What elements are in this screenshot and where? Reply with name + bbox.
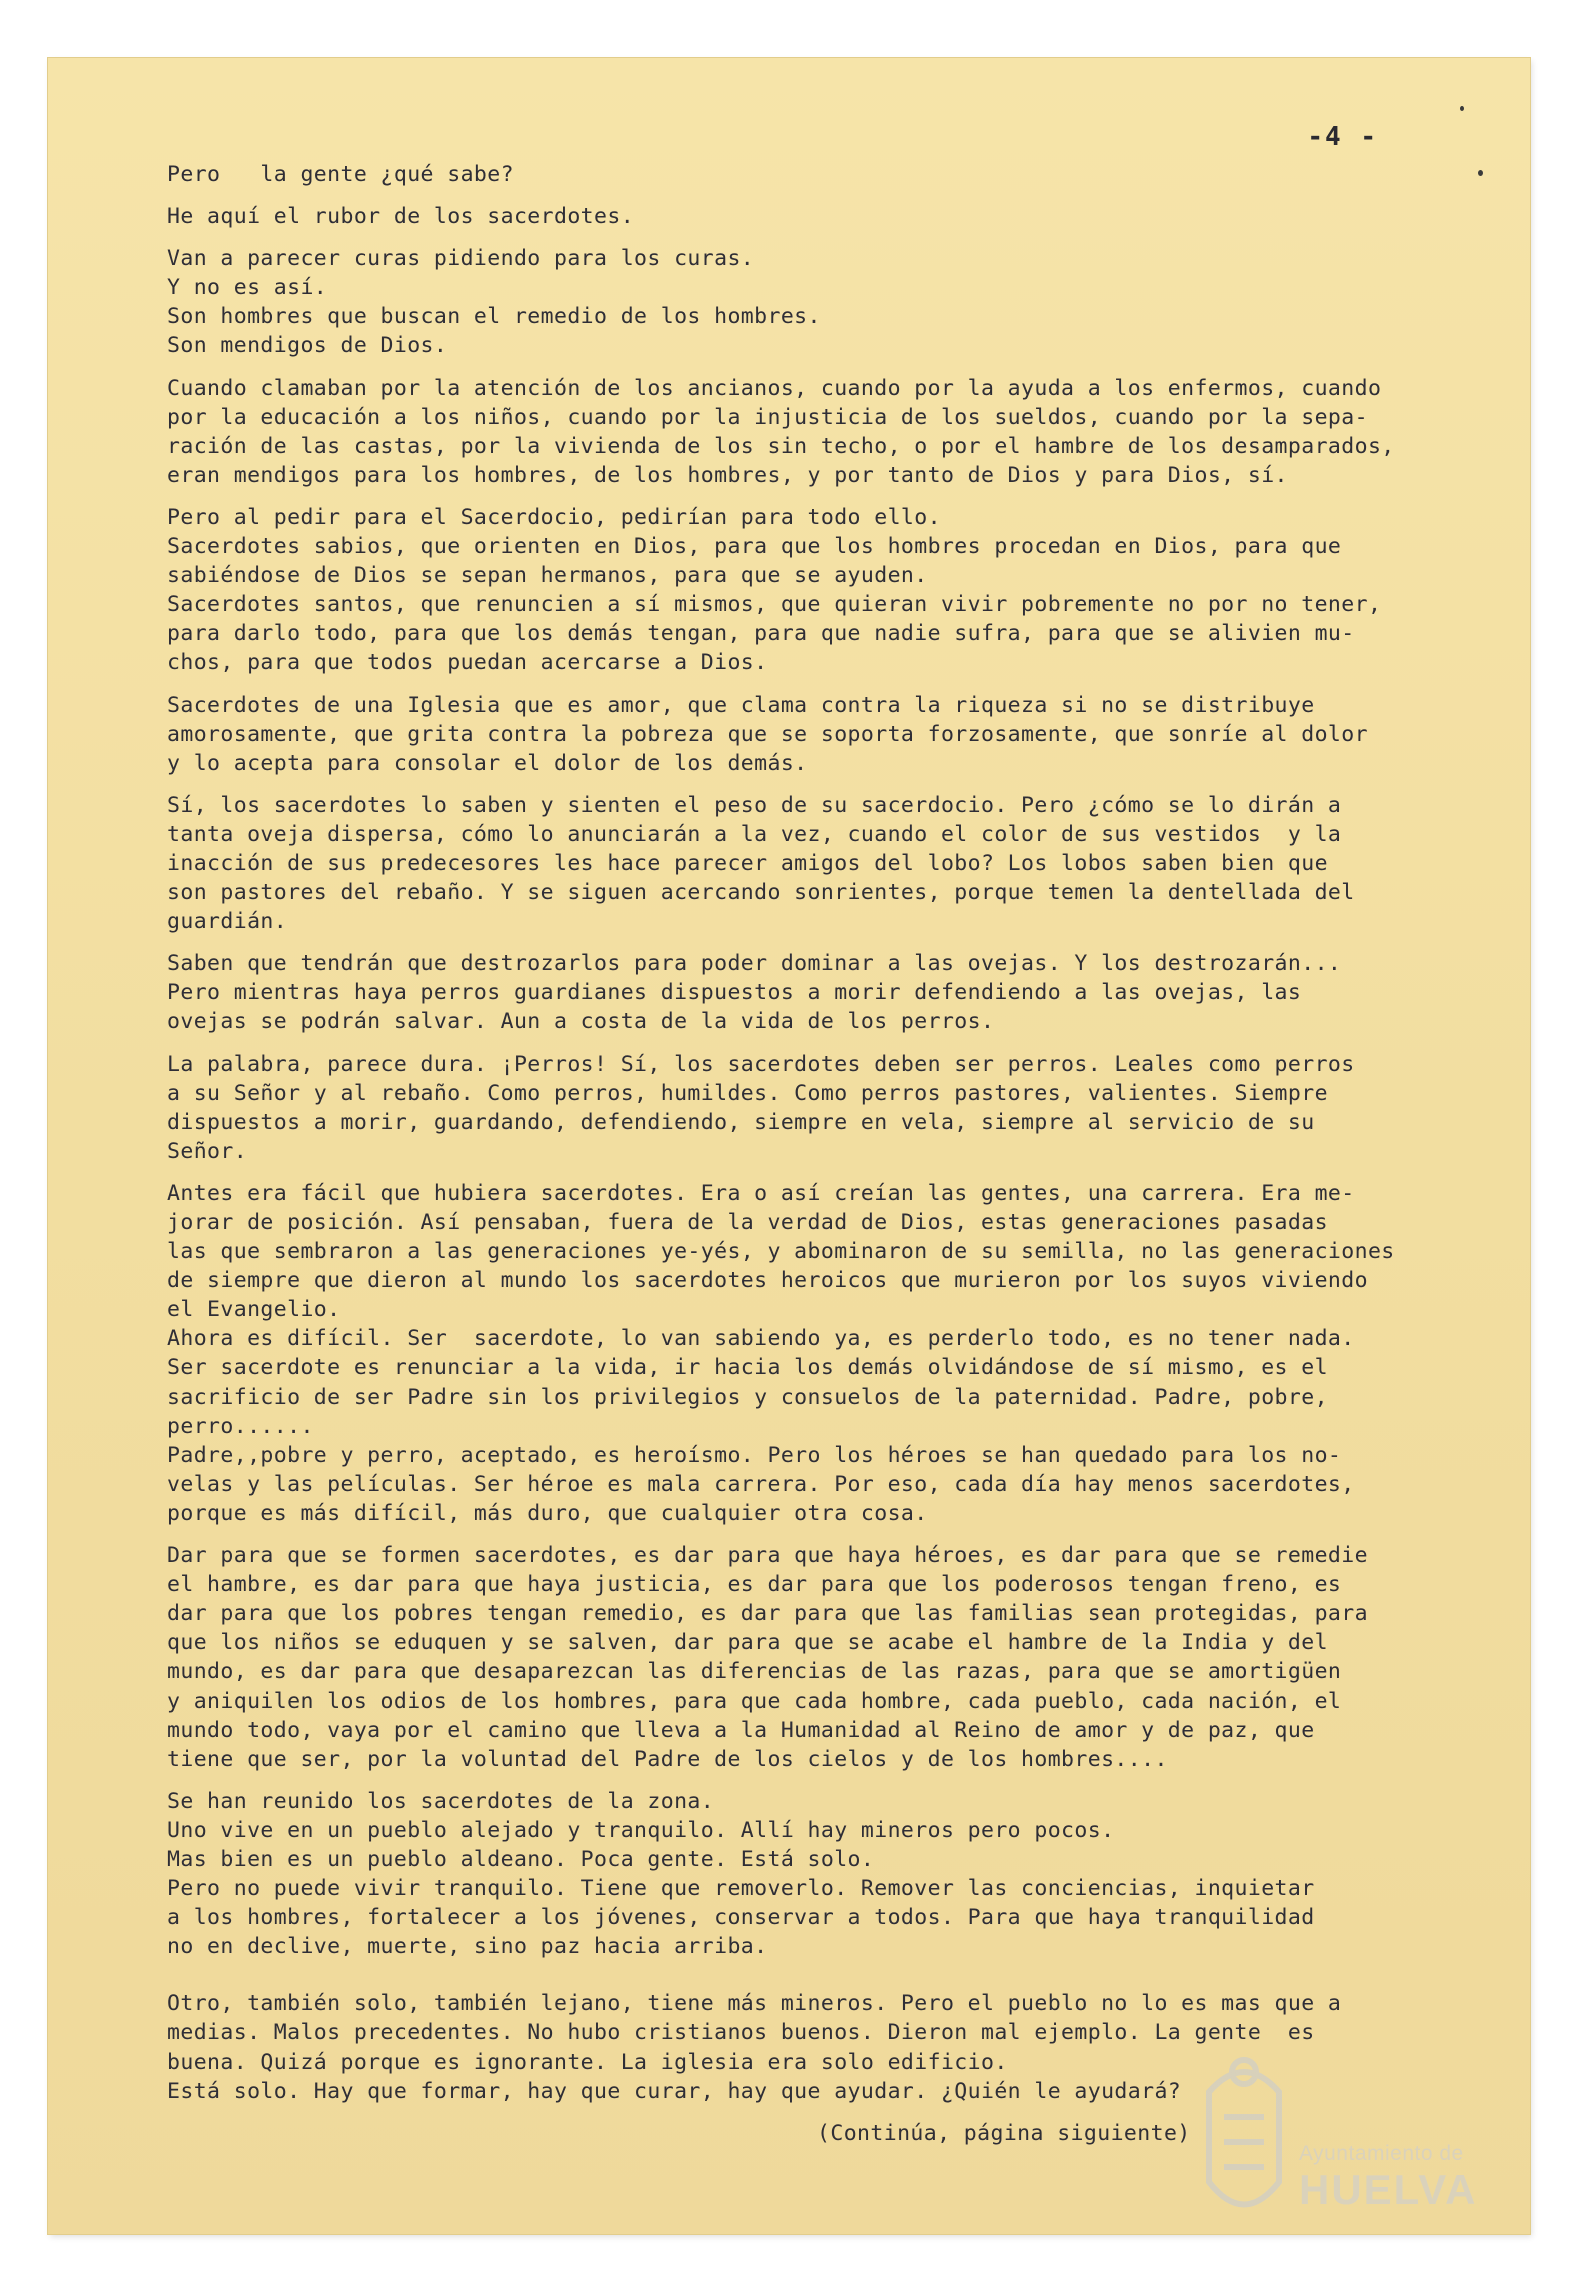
document-body <box>167 160 1487 2148</box>
text-line: son pastores del rebaño. Y se siguen acercando sonrientes, porque temen la dentellada del <box>167 880 1355 906</box>
watermark-line-1: Ayuntamiento de <box>1299 2142 1464 2165</box>
paragraph <box>167 1179 1487 1528</box>
text-line: Son mendigos de Dios. <box>167 333 448 359</box>
text-line: Otro, también solo, también lejano, tiene más mineros. Pero el pueblo no lo es mas que a <box>167 1991 1342 2017</box>
text-line: para darlo todo, para que los demás tengan, para que nadie sufra, para que se alivien mu- <box>167 621 1355 647</box>
paragraph <box>167 1787 1487 1962</box>
text-line: Ser sacerdote es renunciar a la vida, ir hacia los demás olvidándose de sí mismo, es el <box>167 1355 1328 1381</box>
text-line: Antes era fácil que hubiera sacerdotes. Era o así creían las gentes, una carrera. Era me- <box>167 1180 1355 1206</box>
text-line: Dar para que se formen sacerdotes, es dar para que haya héroes, es dar para que se remedie <box>167 1543 1368 1569</box>
paragraph <box>167 1050 1487 1166</box>
text-line: dar para que los pobres tengan remedio, es dar para que las familias sean protegidas, para <box>167 1601 1368 1627</box>
text-line: Cuando clamaban por la atención de los ancianos, cuando por la ayuda a los enfermos, cuando <box>167 375 1382 401</box>
text-line: Son hombres que buscan el remedio de los hombres. <box>167 304 821 330</box>
text-line: ovejas se podrán salvar. Aun a costa de la vida de los perros. <box>167 1009 995 1035</box>
ayuntamiento-huelva-watermark <box>1189 2032 1519 2252</box>
text-line: Padre,,pobre y perro, aceptado, es heroísmo. Pero los héroes se han quedado para los no- <box>167 1442 1342 1468</box>
text-line: guardián. <box>167 909 288 935</box>
paragraph <box>167 1541 1487 1774</box>
text-line: Sí, los sacerdotes lo saben y sienten el peso de su sacerdocio. Pero ¿cómo se lo dirán a <box>167 792 1342 818</box>
text-line: buena. Quizá porque es ignorante. La iglesia era solo edificio. <box>167 2049 1008 2075</box>
text-line: Sacerdotes sabios, que orienten en Dios, para que los hombres procedan en Dios, para que <box>167 534 1342 560</box>
text-line: que los niños se eduquen y se salven, dar para que se acabe el hambre de la India y del <box>167 1630 1328 1656</box>
text-line: Uno vive en un pueblo alejado y tranquilo. Allí hay mineros pero pocos. <box>167 1817 1115 1843</box>
text-line: porque es más difícil, más duro, que cualquier otra cosa. <box>167 1500 928 1526</box>
text-line: velas y las películas. Ser héroe es mala carrera. Por eso, cada día hay menos sacerdotes, <box>167 1471 1355 1497</box>
text-line: sacrificio de ser Padre sin los privilegios y consuelos de la paternidad. Padre, pobre, <box>167 1384 1328 1410</box>
page-number: -4 - <box>1307 122 1378 152</box>
text-line: mundo todo, vaya por el camino que lleva a la Humanidad al Reino de amor y de paz, que <box>167 1717 1315 1743</box>
text-line: Van a parecer curas pidiendo para los curas. <box>167 246 755 272</box>
text-line: amorosamente, que grita contra la pobreza que se soporta forzosamente, que sonríe al dolor <box>167 721 1368 747</box>
text-line: Está solo. Hay que formar, hay que curar, hay que ayudar. ¿Quién le ayudará? <box>167 2078 1182 2104</box>
text-line: jorar de posición. Así pensaban, fuera de la verdad de Dios, estas generaciones pasadas <box>167 1210 1328 1235</box>
text-line: no en declive, muerte, sino paz hacia arriba. <box>167 1934 768 1960</box>
text-line: eran mendigos para los hombres, de los hombres, y por tanto de Dios y para Dios, sí. <box>167 462 1288 488</box>
text-line: tiene que ser, por la voluntad del Padre de los cielos y de los hombres.... <box>167 1746 1168 1772</box>
text-line: y lo acepta para consolar el dolor de los demás. <box>167 750 808 776</box>
text-line: Ahora es difícil. Ser sacerdote, lo van sabiendo ya, es perderlo todo, es no tener nada. <box>167 1326 1355 1352</box>
coat-of-arms-icon <box>1189 2032 1299 2232</box>
paragraph <box>167 503 1487 678</box>
text-line: ración de las castas, por la vivienda de los sin techo, o por el hambre de los desamparados, <box>167 433 1395 459</box>
paragraph <box>167 202 1487 231</box>
text-line: a su Señor y al rebaño. Como perros, humildes. Como perros pastores, valientes. Siempre <box>167 1080 1328 1106</box>
text-line: chos, para que todos puedan acercarse a Dios. <box>167 650 768 676</box>
paper-speck <box>1478 170 1483 176</box>
text-line: Pero la gente ¿qué sabe? <box>167 162 514 187</box>
paragraph <box>167 691 1487 778</box>
paragraph <box>167 949 1487 1036</box>
text-line: mundo, es dar para que desaparezcan las diferencias de las razas, para que se amortigüen <box>167 1659 1342 1685</box>
text-line: a los hombres, fortalecer a los jóvenes, conservar a todos. Para que haya tranquilidad <box>167 1905 1315 1931</box>
text-line: por la educación a los niños, cuando por la injusticia de los sueldos, cuando por la sepa- <box>167 404 1368 430</box>
text-line: Pero mientras haya perros guardianes dispuestos a morir defendiendo a las ovejas, las <box>167 980 1302 1006</box>
text-line: He aquí el rubor de los sacerdotes. <box>167 204 635 230</box>
paragraph <box>167 244 1487 360</box>
text-line: Sacerdotes de una Iglesia que es amor, que clama contra la riqueza si no se distribuye <box>167 692 1315 718</box>
text-line: el hambre, es dar para que haya justicia, es dar para que los poderosos tengan freno, es <box>167 1572 1342 1598</box>
text-line: Y no es así. <box>167 275 328 301</box>
text-line: La palabra, parece dura. ¡Perros! Sí, los sacerdotes deben ser perros. Leales como perros <box>167 1051 1355 1077</box>
paragraph <box>167 374 1487 490</box>
paragraph <box>167 791 1487 936</box>
text-line: Señor. <box>167 1138 248 1164</box>
text-line: sabiéndose de Dios se sepan hermanos, para que se ayuden. <box>167 563 928 589</box>
text-line: las que sembraron a las generaciones ye-yés, y abominaron de su semilla, no las generaciones <box>167 1239 1395 1265</box>
document-sheet <box>48 58 1530 2234</box>
text-line: inacción de sus predecesores les hace parecer amigos del lobo? Los lobos saben bien que <box>167 850 1328 876</box>
continuation-note: (Continúa, página siguiente) <box>817 2120 1191 2146</box>
paper-speck <box>1460 106 1464 111</box>
text-line: medias. Malos precedentes. No hubo cristianos buenos. Dieron mal ejemplo. La gente es <box>167 2020 1315 2046</box>
paragraph <box>167 160 1487 189</box>
text-line: Se han reunido los sacerdotes de la zona. <box>167 1788 715 1814</box>
text-line: Saben que tendrán que destrozarlos para poder dominar a las ovejas. Y los destrozarán... <box>167 951 1342 977</box>
text-line: el Evangelio. <box>167 1297 341 1323</box>
text-line: perro...... <box>167 1413 314 1439</box>
watermark-line-2: HUELVA <box>1299 2166 1478 2213</box>
text-line: dispuestos a morir, guardando, defendiendo, siempre en vela, siempre al servicio de su <box>167 1109 1315 1135</box>
text-line: Mas bien es un pueblo aldeano. Poca gente. Está solo. <box>167 1846 875 1872</box>
text-line: y aniquilen los odios de los hombres, para que cada hombre, cada pueblo, cada nación, el <box>167 1688 1342 1714</box>
text-line: de siempre que dieron al mundo los sacerdotes heroicos que murieron por los suyos viviendo <box>167 1268 1368 1294</box>
text-line: tanta oveja dispersa, cómo lo anunciarán a la vez, cuando el color de sus vestidos y la <box>167 821 1342 847</box>
text-line: Sacerdotes santos, que renuncien a sí mismos, que quieran vivir pobremente no por no tener, <box>167 592 1382 618</box>
text-line: Pero no puede vivir tranquilo. Tiene que removerlo. Remover las conciencias, inquietar <box>167 1876 1315 1902</box>
text-line: Pero al pedir para el Sacerdocio, pedirían para todo ello. <box>167 504 941 530</box>
